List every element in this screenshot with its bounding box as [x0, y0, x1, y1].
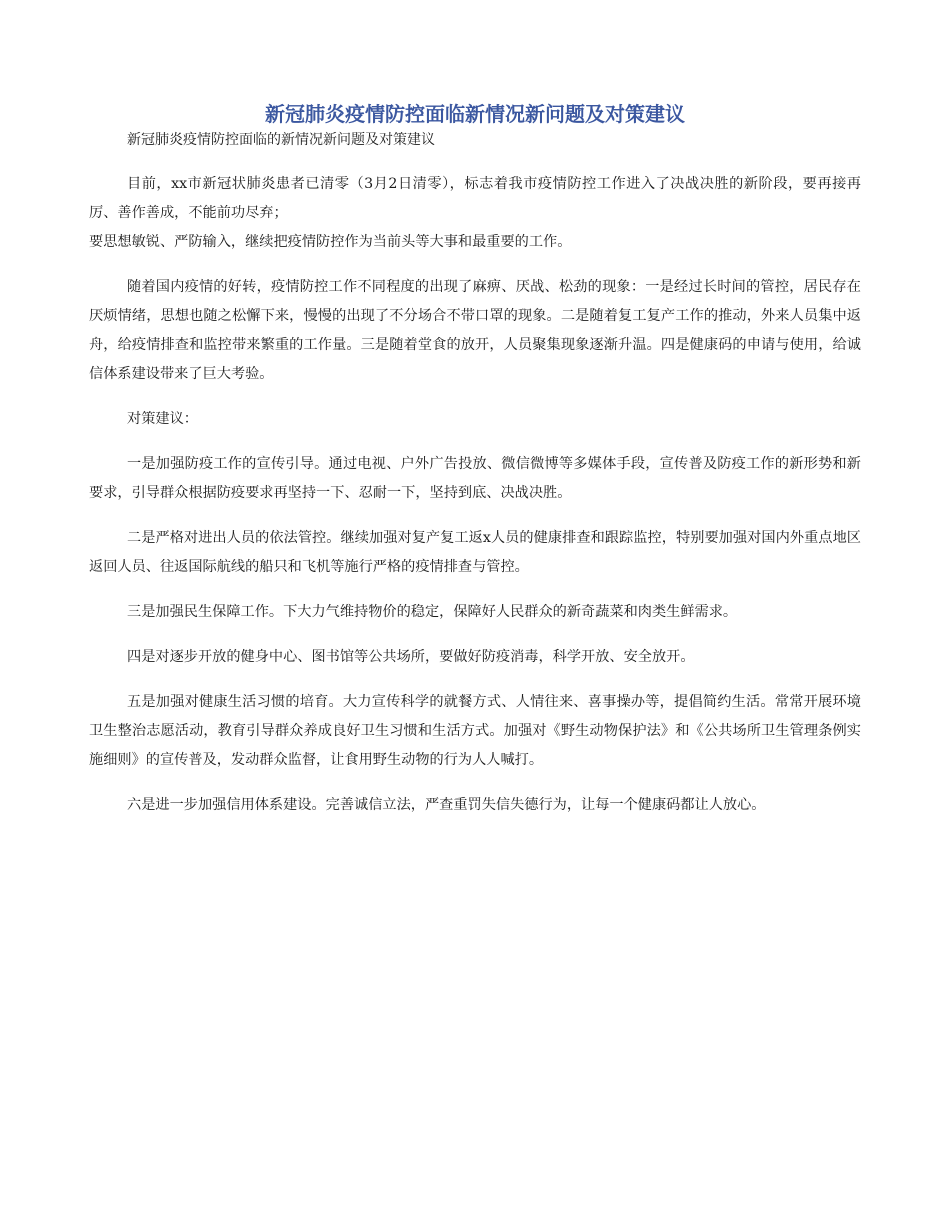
- paragraph-suggestion-6: 六是进一步加强信用体系建设。完善诚信立法，严查重罚失信失德行为，让每一个健康码都让人放心。: [127, 797, 766, 813]
- spacer: [89, 508, 861, 524]
- paragraph-suggestion-2: 二是严格对进出人员的依法管控。继续加强对复产复工返x人员的健康排查和跟踪监控，特别要加强对国内外重点地区返回人员、往返国际航线的船只和飞机等施行严格的疫情排查与管控。: [89, 530, 861, 575]
- spacer: [89, 257, 861, 273]
- paragraph-suggestion-5: 五是加强对健康生活习惯的培育。大力宣传科学的就餐方式、人情往来、喜事操办等，提倡简约生活。常常开展环境卫生整治志愿活动，教育引导群众养成良好卫生习惯和生活方式。加强对《野生动物保护法》和《公共场所卫生管理条例实施细则》的宣传普及，发动群众监督，让食用野生动物的行为人人喊打。: [89, 694, 861, 768]
- spacer: [89, 582, 861, 598]
- paragraph-intro: 目前，xx市新冠状肺炎患者已清零（3月2日清零），标志着我市疫情防控工作进入了决战决胜的新阶段，要再接再厉、善作善成，不能前功尽弃；: [89, 176, 861, 221]
- spacer: [89, 150, 861, 170]
- paragraph-suggestion-1: 一是加强防疫工作的宣传引导。通过电视、户外广告投放、微信微博等多媒体手段，宣传普及防疫工作的新形势和新要求，引导群众根据防疫要求再坚持一下、忍耐一下，坚持到底、决战决胜。: [89, 456, 861, 501]
- paragraph-intro-continued: 要思想敏锐、严防输入，继续把疫情防控作为当前头等大事和最重要的工作。: [89, 234, 572, 250]
- paragraph-situation: 随着国内疫情的好转，疫情防控工作不同程度的出现了麻痹、厌战、松劲的现象：一是经过长时间的管控，居民存在厌烦情绪，思想也随之松懈下来，慢慢的出现了不分场合不带口罩的现象。二是随着复工复产工作的推动，外来人员集中返舟，给疫情排查和监控带来繁重的工作量。三是随着堂食的放开，人员聚集现象逐渐升温。四是健康码的申请与使用，给诚信体系建设带来了巨大考验。: [89, 279, 861, 382]
- spacer: [89, 627, 861, 643]
- paragraph-suggestions-heading: 对策建议：: [127, 411, 198, 427]
- document-page: [89, 100, 861, 820]
- paragraph-suggestion-4: 四是对逐步开放的健身中心、图书馆等公共场所，要做好防疫消毒，科学开放、安全放开。: [127, 649, 695, 665]
- document-subtitle: 新冠肺炎疫情防控面临的新情况新问题及对策建议: [127, 132, 435, 148]
- paragraph-suggestion-3: 三是加强民生保障工作。下大力气维持物价的稳定，保障好人民群众的新奇蔬菜和肉类生鲜需求。: [127, 604, 738, 620]
- spacer: [89, 434, 861, 450]
- spacer: [89, 775, 861, 791]
- spacer: [89, 672, 861, 688]
- spacer: [89, 389, 861, 405]
- document-title: 新冠肺炎疫情防控面临新情况新问题及对策建议: [265, 102, 685, 126]
